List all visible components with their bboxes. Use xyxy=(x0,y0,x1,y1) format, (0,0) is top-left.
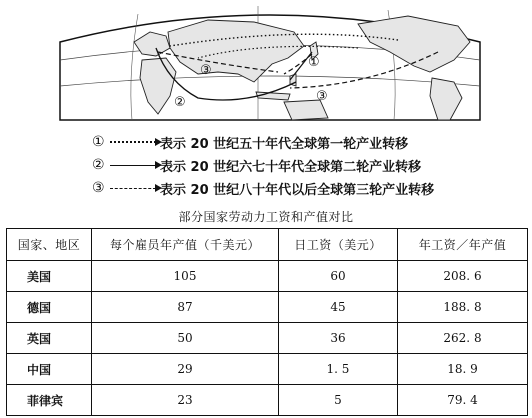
table-cell: 中国 xyxy=(7,354,92,385)
table-cell: 英国 xyxy=(7,323,92,354)
landmass-indonesia xyxy=(256,92,290,100)
legend-number: ③ xyxy=(92,180,105,196)
route-label: ③ xyxy=(200,63,212,78)
column-header: 国家、地区 xyxy=(7,229,92,261)
table-row xyxy=(7,323,528,354)
wage-output-table xyxy=(6,228,528,416)
table-cell: 德国 xyxy=(7,292,92,323)
route-label: ③ xyxy=(316,89,328,104)
column-header: 年工资／年产值 xyxy=(398,229,528,261)
landmass-south-america xyxy=(430,78,462,120)
landmass-europe xyxy=(134,32,170,56)
legend-text: 表示 20 世纪八十年代以后全球第三轮产业转移 xyxy=(160,182,435,198)
table-cell: 23 xyxy=(92,385,279,416)
solid-arrow-icon xyxy=(110,165,156,166)
table-cell: 105 xyxy=(92,261,279,292)
table-cell: 36 xyxy=(279,323,398,354)
route-label: ① xyxy=(308,55,320,70)
dashed-arrow-icon xyxy=(110,188,156,189)
table-header-row xyxy=(7,229,528,261)
legend-item-route-2 xyxy=(92,155,532,175)
table-cell: 美国 xyxy=(7,261,92,292)
table-cell: 87 xyxy=(92,292,279,323)
graticule xyxy=(131,14,138,120)
graticule xyxy=(60,76,480,86)
dotted-arrow-icon xyxy=(110,141,156,143)
legend-text: 表示 20 世纪六七十年代全球第二轮产业转移 xyxy=(160,159,422,175)
table-row xyxy=(7,292,528,323)
table-row xyxy=(7,354,528,385)
table-cell: 79. 4 xyxy=(398,385,528,416)
table-cell: 60 xyxy=(279,261,398,292)
table-cell: 188. 8 xyxy=(398,292,528,323)
legend-number: ① xyxy=(92,134,105,150)
landmass-africa xyxy=(140,58,176,114)
table-cell: 262. 8 xyxy=(398,323,528,354)
landmass-north-america xyxy=(358,16,470,72)
landmass-asia xyxy=(168,20,304,82)
table-cell: 50 xyxy=(92,323,279,354)
table-row xyxy=(7,385,528,416)
table-title: 部分国家劳动力工资和产值对比 xyxy=(178,210,354,224)
legend-number: ② xyxy=(92,157,105,173)
column-header: 日工资（美元） xyxy=(279,229,398,261)
table-cell: 5 xyxy=(279,385,398,416)
legend-text: 表示 20 世纪五十年代全球第一轮产业转移 xyxy=(160,136,409,152)
table-row xyxy=(7,261,528,292)
table-cell: 1. 5 xyxy=(279,354,398,385)
column-header: 每个雇员年产值（千美元） xyxy=(92,229,279,261)
table-cell: 45 xyxy=(279,292,398,323)
table-cell: 29 xyxy=(92,354,279,385)
world-map xyxy=(58,2,482,122)
table-cell: 菲律宾 xyxy=(7,385,92,416)
table-cell: 18. 9 xyxy=(398,354,528,385)
legend-item-route-1 xyxy=(92,132,532,152)
legend-item-route-3 xyxy=(92,178,532,198)
route-label: ② xyxy=(174,95,186,110)
table-cell: 208. 6 xyxy=(398,261,528,292)
